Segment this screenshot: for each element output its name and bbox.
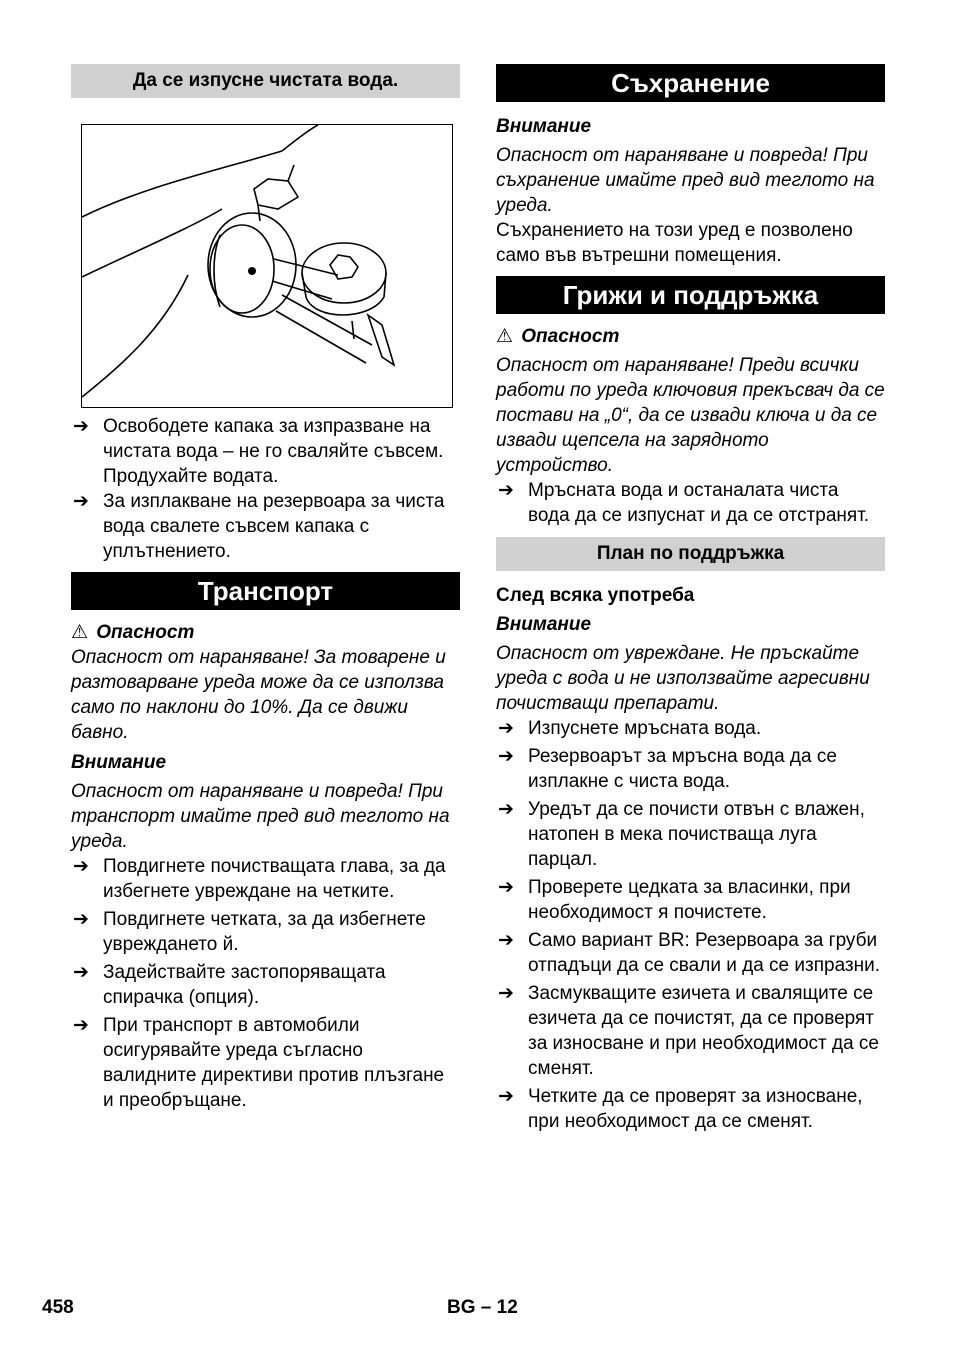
care-danger-text: Опасност от нараняване! Преди всички работи по уреда ключовия прекъсвач да се постави на „0“, да се извади ключа и да се извади щепсела на зарядното устройство. xyxy=(496,355,885,476)
after-use-heading: След всяка употреба xyxy=(496,585,695,606)
list-item: ➔ За изплакване на резервоара за чиста вода свалете съвсем капака с уплътнението. xyxy=(73,491,445,562)
language-page-label: BG – 12 xyxy=(447,1297,518,1318)
list-item: ➔ Само вариант BR: Резервоара за груби отпадъци да се свали и да се изпразни. xyxy=(498,930,881,976)
arrow-right-icon: ➔ xyxy=(498,480,514,501)
arrow-right-icon: ➔ xyxy=(73,856,89,877)
arrow-right-icon: ➔ xyxy=(73,1015,89,1036)
list-item: ➔ Повдигнете почистващата глава, за да избегнете увреждане на четките. xyxy=(73,856,446,902)
warning-triangle-icon: ⚠ xyxy=(496,326,514,347)
list-item: ➔ Задействайте застопоряващата спирачка (опция). xyxy=(73,962,386,1008)
list-item: ➔ Освободете капака за изпразване на чистата вода – не го сваляйте съвсем. Продухайте водата. xyxy=(73,416,444,487)
arrow-right-icon: ➔ xyxy=(498,718,514,739)
warning-triangle-icon: ⚠ xyxy=(71,622,89,643)
drain-steps-list xyxy=(71,414,460,564)
attention-text: Опасност от нараняване и повреда! При транспорт имайте пред вид теглото на уреда. xyxy=(71,781,450,852)
arrow-right-icon: ➔ xyxy=(498,1086,514,1107)
list-item: ➔ Резервоарът за мръсна вода да се изплакне с чиста вода. xyxy=(498,746,837,792)
after-attention-text: Опасност от увреждане. Не пръскайте уреда с вода и не използвайте агресивни почистващи препарати. xyxy=(496,643,870,714)
drain-cap-illustration xyxy=(81,124,453,408)
storage-attention-label: Внимание xyxy=(496,116,592,137)
arrow-right-icon: ➔ xyxy=(73,962,89,983)
list-item: ➔ Четките да се проверят за износване, при необходимост да се сменят. xyxy=(498,1086,863,1132)
list-item: ➔ Проверете цедката за власинки, при необходимост я почистете. xyxy=(498,877,851,923)
arrow-right-icon: ➔ xyxy=(498,746,514,767)
drain-heading: Да се изпусне чистата вода. xyxy=(71,64,460,98)
list-item: ➔ При транспорт в автомобили осигурявайте уреда съгласно валидните директиви против плъзгане и преобръщане. xyxy=(73,1015,445,1111)
storage-text: Съхранението на този уред е позволено само във вътрешни помещения. xyxy=(496,220,853,266)
after-attention-label: Внимание xyxy=(496,614,592,635)
arrow-right-icon: ➔ xyxy=(498,877,514,898)
list-item: ➔ Мръсната вода и останалата чиста вода да се изпуснат и да се отстранят. xyxy=(498,480,870,526)
arrow-right-icon: ➔ xyxy=(498,799,514,820)
danger-text: Опасност от нараняване! За товарене и разтоварване уреда може да се използва само по наклони до 10%. Да се движи бавно. xyxy=(71,647,446,743)
left-column xyxy=(71,64,460,1113)
arrow-right-icon: ➔ xyxy=(73,909,89,930)
right-column xyxy=(496,64,885,1134)
plan-heading: План по поддръжка xyxy=(496,537,885,571)
storage-attention-text: Опасност от нараняване и повреда! При съхранение имайте пред вид теглото на уреда. xyxy=(496,145,875,216)
arrow-right-icon: ➔ xyxy=(73,416,89,437)
arrow-right-icon: ➔ xyxy=(498,930,514,951)
page-number: 458 xyxy=(42,1297,74,1318)
transport-heading: Транспорт xyxy=(71,572,460,610)
care-heading: Грижи и поддръжка xyxy=(496,276,885,314)
care-danger-label: ⚠ Опасност xyxy=(496,326,620,347)
attention-label: Внимание xyxy=(71,752,167,773)
arrow-right-icon: ➔ xyxy=(73,491,89,512)
list-item: ➔ Засмукващите езичета и свалящите се езичета да се почистят, да се проверят за износване и при необходимост да се сменят. xyxy=(498,983,879,1079)
care-steps-list xyxy=(496,478,885,528)
storage-heading: Съхранение xyxy=(496,64,885,102)
after-steps-list xyxy=(496,716,885,1134)
transport-steps-list xyxy=(71,854,460,1113)
danger-label: ⚠ Опасност xyxy=(71,622,195,643)
drain-cap-drawing xyxy=(82,125,452,407)
arrow-right-icon: ➔ xyxy=(498,983,514,1004)
list-item: ➔ Уредът да се почисти отвън с влажен, натопен в мека почистваща луга парцал. xyxy=(498,799,865,870)
list-item: ➔ Изпуснете мръсната вода. xyxy=(498,718,762,739)
list-item: ➔ Повдигнете четката, за да избегнете увреждането й. xyxy=(73,909,426,955)
